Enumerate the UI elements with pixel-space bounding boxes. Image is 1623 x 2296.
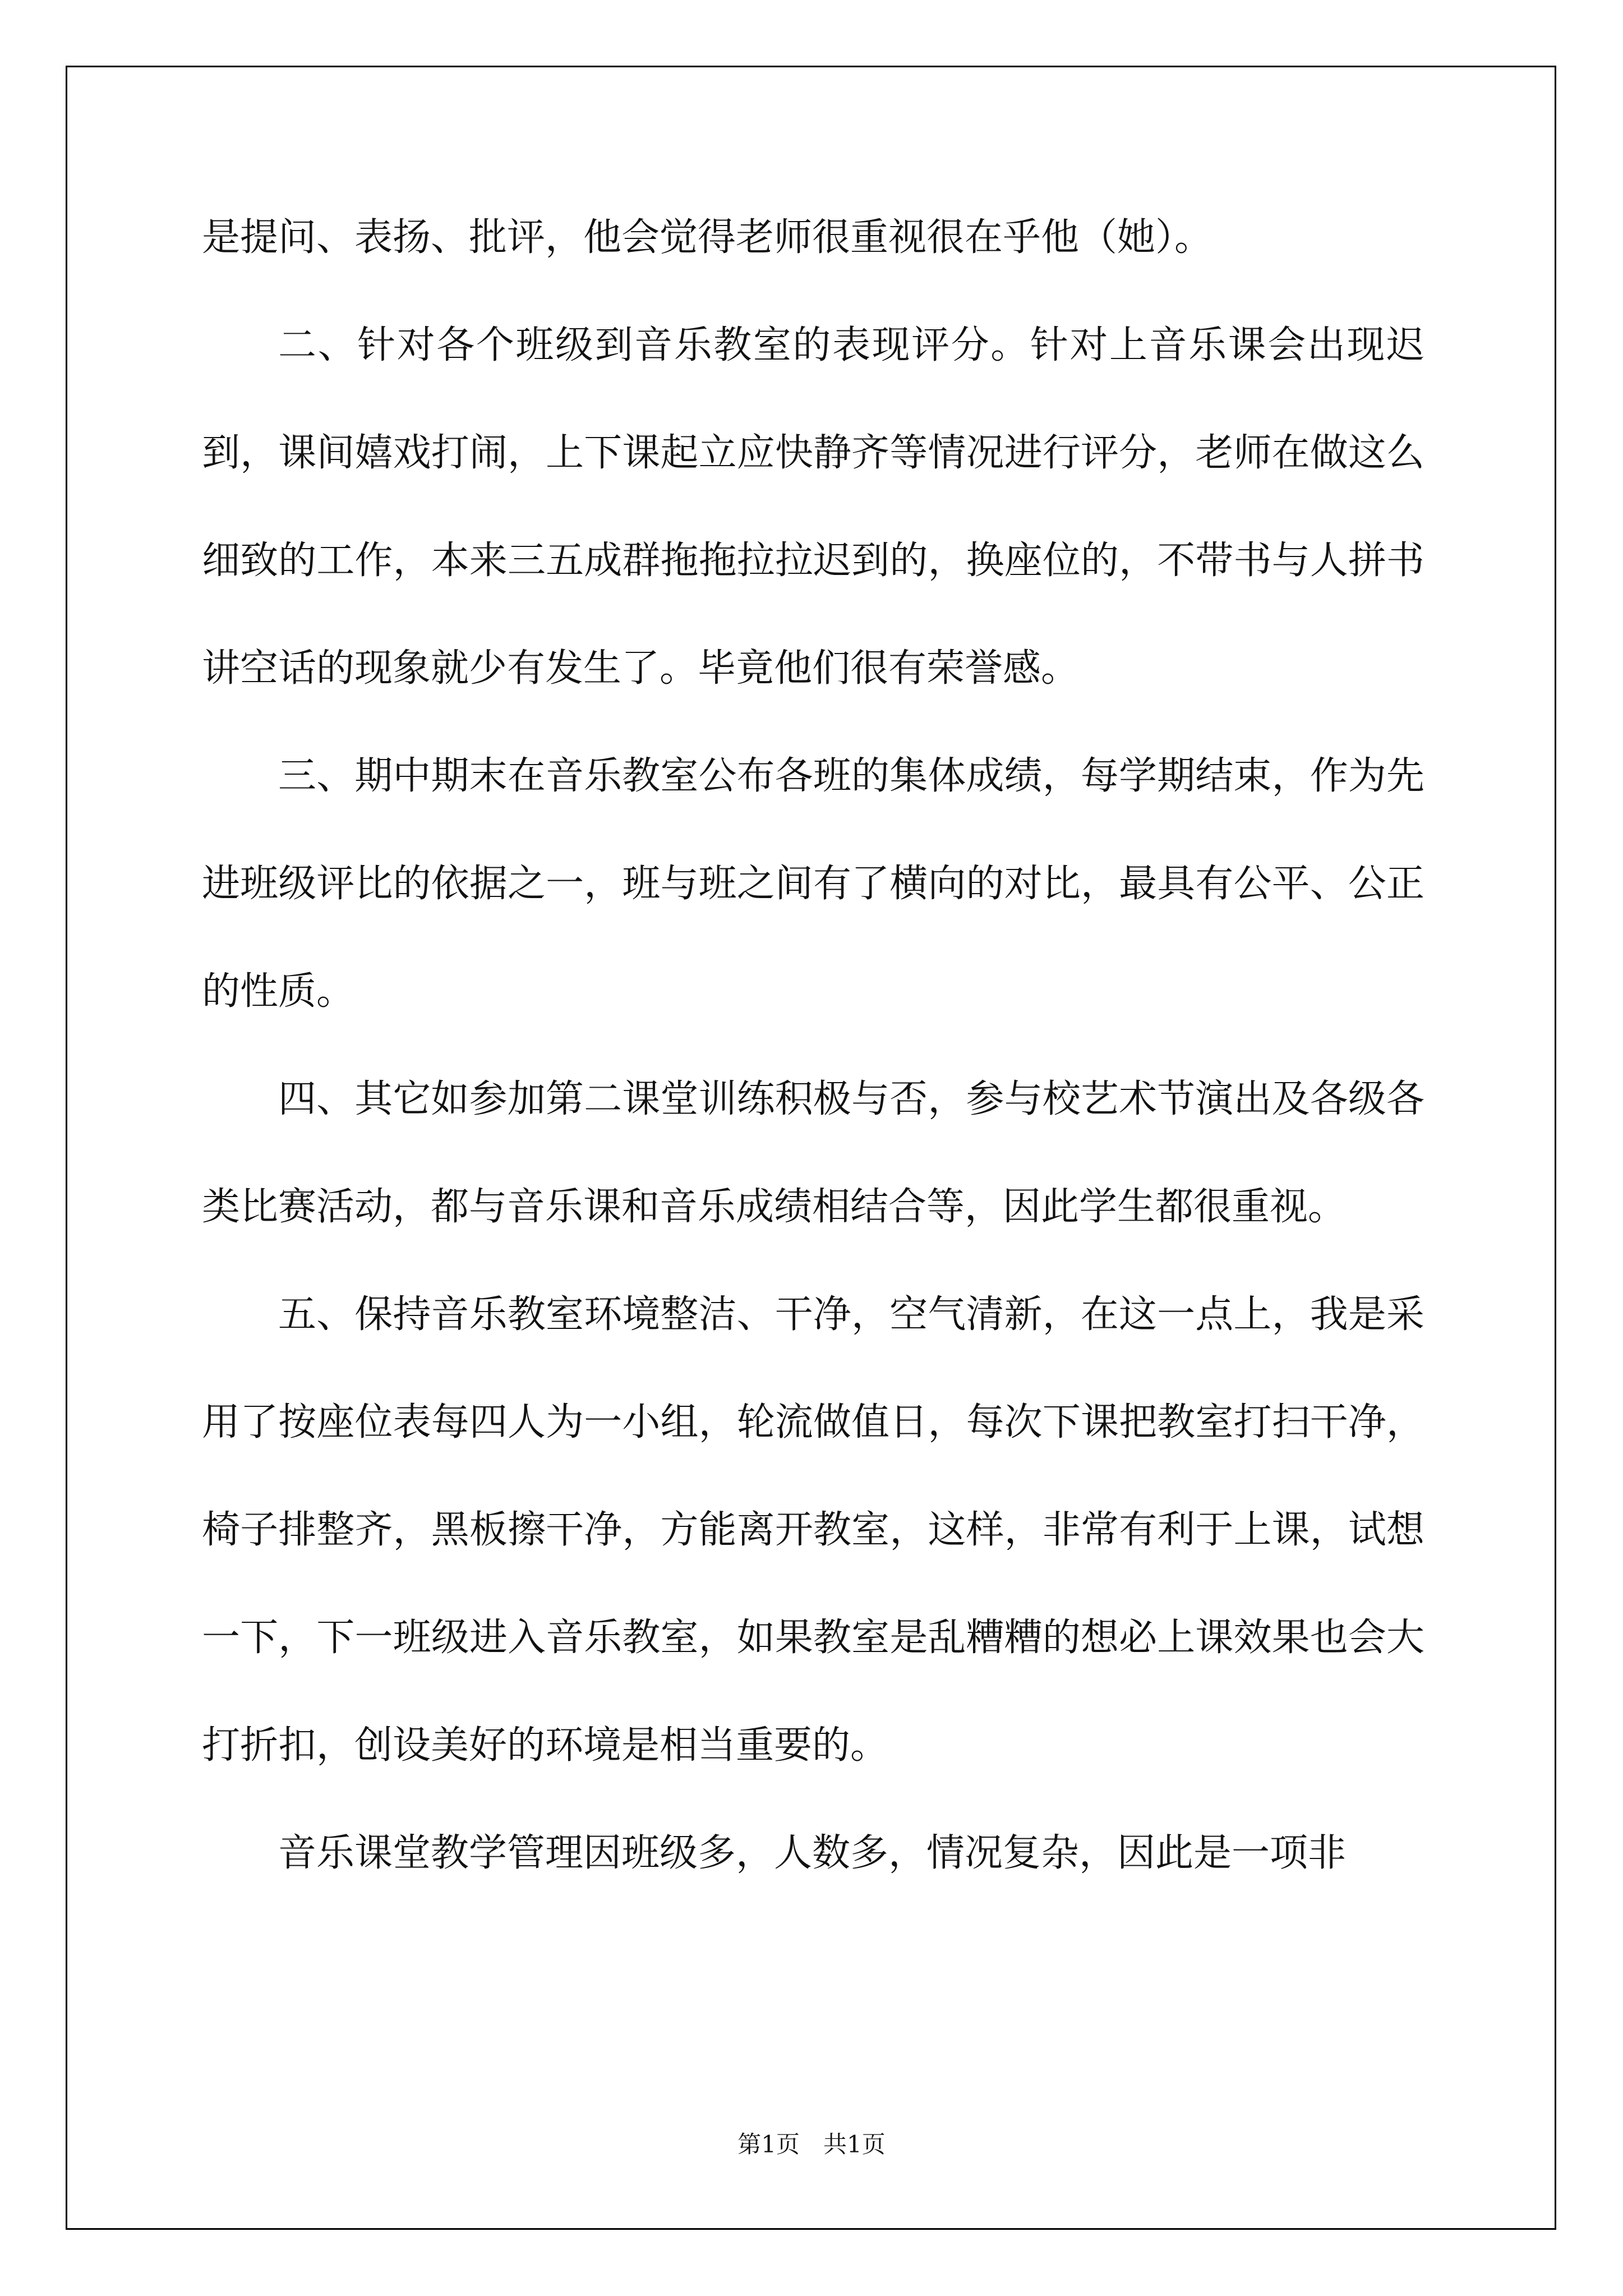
paragraph-5: 五、保持音乐教室环境整洁、干净，空气清新，在这一点上，我是采用了按座位表每四人为一小组，轮流做值日，每次下课把教室打扫干净，椅子排整齐，黑板擦干净，方能离开教室，这样，非常有利于上课，试想一下，下一班级进入音乐教室，如果教室是乱糟糟的想必上课效果也会大打折扣，创设美好的环境是相当重要的。 [202,1292,1424,1768]
page-number-footer: 第1页 共1页 [737,2131,886,2158]
paragraph-4: 四、其它如参加第二课堂训练积极与否，参与校艺术节演出及各级各类比赛活动，都与音乐课和音乐成绩相结合等，因此学生都很重视。 [202,1077,1424,1229]
document-body [202,184,1424,1907]
paragraph-1: 是提问、表扬、批评，他会觉得老师很重视很在乎他（她）。 [202,215,1213,260]
paragraph-6: 音乐课堂教学管理因班级多，人数多，情况复杂，因此是一项非 [278,1831,1347,1875]
paragraph-3: 三、期中期末在音乐教室公布各班的集体成绩，每学期结束，作为先进班级评比的依据之一，班与班之间有了横向的对比，最具有公平、公正的性质。 [202,754,1424,1014]
paragraph-2: 二、针对各个班级到音乐教室的表现评分。针对上音乐课会出现迟到，课间嬉戏打闹，上下课起立应快静齐等情况进行评分，老师在做这么细致的工作，本来三五成群拖拖拉拉迟到的，换座位的，不带书与人拼书讲空话的现象就少有发生了。毕竟他们很有荣誉感。 [202,323,1424,691]
